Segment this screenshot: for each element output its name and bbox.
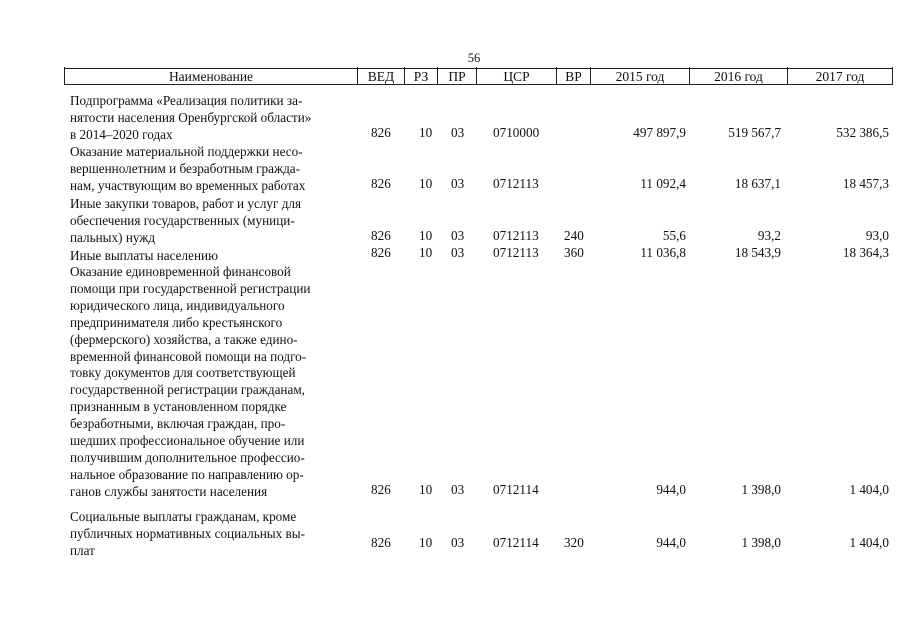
cell-y2015: 55,6 bbox=[662, 228, 686, 243]
row-name-line: Оказание материальной поддержки несо- bbox=[70, 144, 303, 159]
row-name-line: Подпрограмма «Реализация политики за- bbox=[70, 93, 303, 108]
cell-y2017: 93,0 bbox=[865, 228, 889, 243]
row-name-line: вершеннолетним и безработным гражда- bbox=[70, 160, 301, 176]
header-2017: 2017 год bbox=[787, 67, 893, 85]
cell-rz: 10 bbox=[419, 176, 433, 191]
header-2015: 2015 год bbox=[590, 67, 689, 85]
row-name-line: Оказание единовременной финансовой bbox=[70, 264, 291, 279]
cell-csr: 0712113 bbox=[493, 228, 539, 243]
cell-ved: 826 bbox=[371, 125, 391, 140]
cell-pr: 03 bbox=[451, 535, 465, 550]
cell-y2017: 18 364,3 bbox=[842, 245, 889, 260]
cell-y2015: 11 092,4 bbox=[640, 176, 686, 191]
row-name-line: нальное образование по направлению ор- bbox=[70, 466, 304, 482]
cell-csr: 0712114 bbox=[493, 535, 539, 550]
page-number: 56 bbox=[467, 51, 481, 65]
row-name-line: товку документов для соответствующей bbox=[70, 365, 296, 381]
header-rz: РЗ bbox=[404, 67, 437, 85]
row-name-line: Социальные выплаты гражданам, кроме bbox=[70, 509, 297, 524]
row-name-line: плат bbox=[70, 542, 95, 558]
row-name-line: признанным в установленном порядке bbox=[70, 399, 287, 415]
header-csr: ЦСР bbox=[476, 67, 556, 85]
row-name-line: шедших профессиональное обучение или bbox=[70, 433, 305, 448]
cell-ved: 826 bbox=[371, 245, 391, 260]
row-name-line: безработными, включая граждан, про- bbox=[70, 416, 286, 432]
cell-ved: 826 bbox=[371, 176, 391, 191]
cell-y2016: 1 398,0 bbox=[741, 482, 781, 497]
row-name-line: в 2014–2020 годах bbox=[70, 126, 173, 142]
cell-csr: 0712113 bbox=[493, 176, 539, 191]
cell-pr: 03 bbox=[451, 125, 465, 140]
cell-rz: 10 bbox=[419, 228, 433, 243]
header-2016: 2016 год bbox=[689, 67, 787, 85]
header-name: Наименование bbox=[64, 67, 357, 85]
row-name-line: предпринимателя либо крестьянского bbox=[70, 314, 283, 330]
cell-y2017: 1 404,0 bbox=[849, 535, 889, 550]
cell-y2016: 18 637,1 bbox=[734, 176, 781, 191]
cell-y2017: 1 404,0 bbox=[849, 482, 889, 497]
cell-y2016: 93,2 bbox=[757, 228, 781, 243]
row-name-line: помощи при государственной регистрации bbox=[70, 280, 311, 296]
header-vr: ВР bbox=[556, 67, 590, 85]
cell-pr: 03 bbox=[451, 482, 465, 497]
cell-vr: 320 bbox=[564, 535, 584, 550]
cell-csr: 0712113 bbox=[493, 245, 539, 260]
cell-y2016: 519 567,7 bbox=[728, 125, 781, 140]
cell-y2016: 18 543,9 bbox=[734, 245, 781, 260]
cell-y2017: 18 457,3 bbox=[842, 176, 889, 191]
cell-ved: 826 bbox=[371, 482, 391, 497]
row-name-line: публичных нормативных социальных вы- bbox=[70, 525, 306, 541]
header-pr: ПР bbox=[437, 67, 476, 85]
row-name-line: (фермерского) хозяйства, а также едино- bbox=[70, 331, 298, 347]
cell-rz: 10 bbox=[419, 125, 433, 140]
cell-vr: 240 bbox=[564, 228, 584, 243]
row-name-line: Иные закупки товаров, работ и услуг для bbox=[70, 196, 302, 211]
row-name-line: государственной регистрации гражданам, bbox=[70, 382, 305, 398]
cell-y2015: 497 897,9 bbox=[633, 125, 686, 140]
header-ved: ВЕД bbox=[357, 67, 404, 85]
cell-pr: 03 bbox=[451, 176, 465, 191]
row-name-line: временной финансовой помощи на подго- bbox=[70, 348, 307, 364]
cell-rz: 10 bbox=[419, 482, 433, 497]
row-name-line: получившим дополнительное профессио- bbox=[70, 449, 305, 465]
row-name-line: нятости населения Оренбургской области» bbox=[70, 109, 312, 125]
cell-y2015: 944,0 bbox=[656, 535, 686, 550]
row-name-line: Иные выплаты населению bbox=[70, 248, 218, 263]
cell-pr: 03 bbox=[451, 245, 465, 260]
cell-y2015: 11 036,8 bbox=[640, 245, 686, 260]
cell-y2017: 532 386,5 bbox=[836, 125, 889, 140]
row-name-line: пальных) нужд bbox=[70, 229, 156, 245]
cell-ved: 826 bbox=[371, 535, 391, 550]
cell-csr: 0712114 bbox=[493, 482, 539, 497]
row-name-line: юридического лица, индивидуального bbox=[70, 297, 285, 313]
cell-csr: 0710000 bbox=[493, 125, 540, 140]
row-name-line: нам, участвующим во временных работах bbox=[70, 177, 306, 193]
row-name-line: ганов службы занятости населения bbox=[70, 483, 268, 499]
cell-rz: 10 bbox=[419, 245, 433, 260]
cell-rz: 10 bbox=[419, 535, 433, 550]
cell-y2015: 944,0 bbox=[656, 482, 686, 497]
cell-vr: 360 bbox=[564, 245, 584, 260]
cell-y2016: 1 398,0 bbox=[741, 535, 781, 550]
cell-ved: 826 bbox=[371, 228, 391, 243]
cell-pr: 03 bbox=[451, 228, 465, 243]
row-name-line: обеспечения государственных (муници- bbox=[70, 212, 295, 228]
